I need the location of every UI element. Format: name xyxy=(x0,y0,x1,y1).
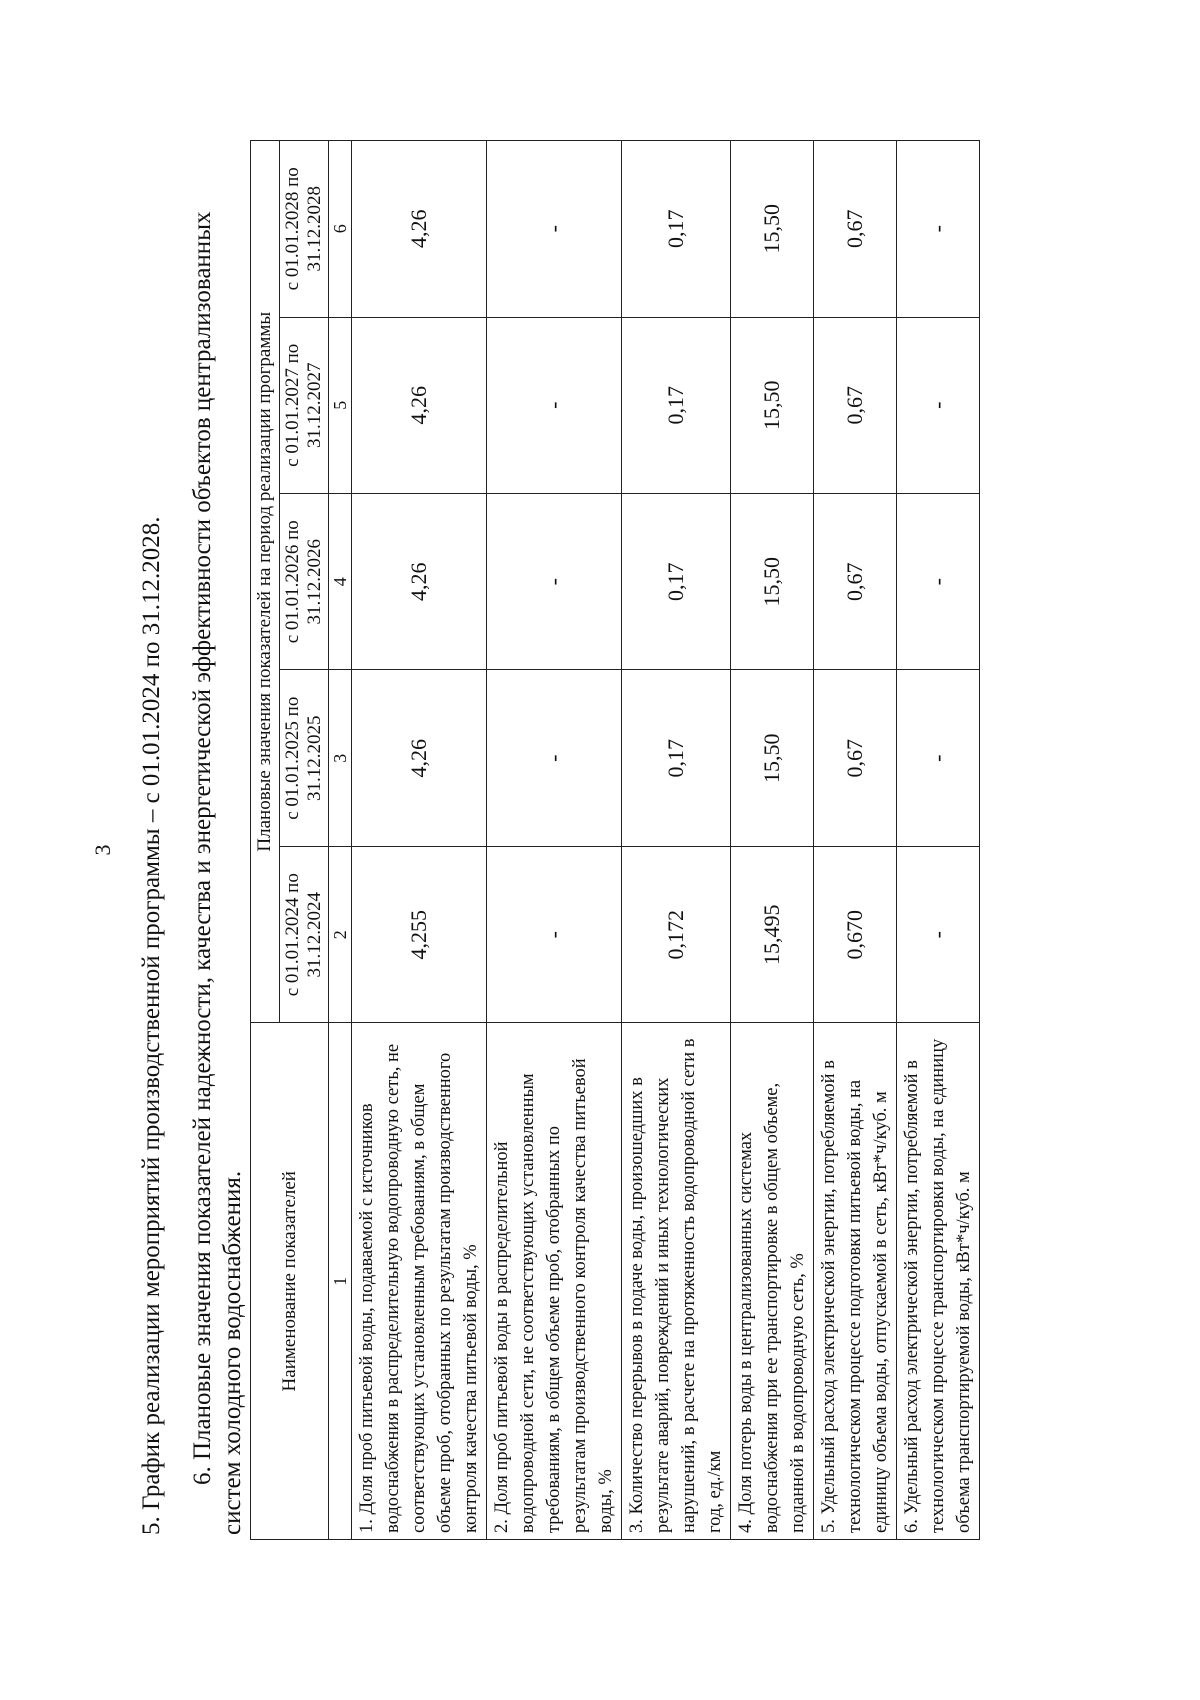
indicator-value: 4,26 xyxy=(352,317,487,493)
indicator-value: 0,67 xyxy=(814,317,897,493)
header-indicator-name: Наименование показателей xyxy=(251,1023,329,1540)
indicator-value: 0,172 xyxy=(622,846,731,1022)
header-period-2026: с 01.01.2026 по 31.12.2026 xyxy=(280,494,329,670)
column-number: 6 xyxy=(329,141,352,318)
header-period-2027: с 01.01.2027 по 31.12.2027 xyxy=(280,317,329,493)
indicator-name: 5. Удельный расход электрической энергии, потребляемой в технологическом процессе подготовки питьевой воды, на единицу объема воды, отпускаемой в сеть, кВт*ч/куб. м xyxy=(814,1023,897,1540)
indicator-name: 4. Доля потерь воды в централизованных системах водоснабжения при ее транспортировке в общем объеме, поданной в водопроводную сеть, % xyxy=(731,1023,814,1540)
column-number: 5 xyxy=(329,317,352,493)
indicator-name: 3. Количество перерывов в подаче воды, произошедших в результате аварий, повреждений и иных технологических нарушений, в расчете на протяженность водопроводной сети в год, ед./км xyxy=(622,1023,731,1540)
indicators-table-wrapper xyxy=(250,140,980,1540)
indicator-value: 4,26 xyxy=(352,670,487,846)
indicator-value: 15,50 xyxy=(731,494,814,670)
header-row-column-numbers xyxy=(329,141,352,1540)
section-5-heading: 5. График реализации мероприятий производственной программы – с 01.01.2024 по 31.12.2028. xyxy=(138,516,165,1535)
column-number: 4 xyxy=(329,494,352,670)
indicator-name: 6. Удельный расход электрической энергии, потребляемой в технологическом процессе транспортировки воды, на единицу объема транспортируемой воды, кВт*ч/куб. м xyxy=(897,1023,980,1540)
table-row xyxy=(622,141,731,1540)
indicator-name: 1. Доля проб питьевой воды, подаваемой с источников водоснабжения в распределительную водопроводную сеть, не соответствующих установленным требованиям, в общем объеме проб, отобранных по результатам производственного контроля качества питьевой воды, % xyxy=(352,1023,487,1540)
column-number: 2 xyxy=(329,846,352,1022)
table-row xyxy=(731,141,814,1540)
indicator-value: 0,17 xyxy=(622,317,731,493)
indicator-value: 0,67 xyxy=(814,141,897,318)
header-planned-values: Плановые значения показателей на период реализации программы xyxy=(251,141,280,1023)
table-row xyxy=(487,141,622,1540)
indicator-value: - xyxy=(487,141,622,318)
indicator-value: 15,495 xyxy=(731,846,814,1022)
indicator-value: 15,50 xyxy=(731,141,814,318)
table-row xyxy=(352,141,487,1540)
indicator-value: 0,67 xyxy=(814,494,897,670)
indicator-name: 2. Доля проб питьевой воды в распределительной водопроводной сети, не соответствующих установленным требованиям, в общем объеме проб, отобранных по результатам производственного контроля качества питьевой воды, % xyxy=(487,1023,622,1540)
indicator-value: 15,50 xyxy=(731,317,814,493)
indicator-value: - xyxy=(487,317,622,493)
indicator-value: 0,17 xyxy=(622,670,731,846)
table-row xyxy=(814,141,897,1540)
indicator-value: 4,255 xyxy=(352,846,487,1022)
section-6-heading-line2: систем холодного водоснабжения. xyxy=(219,1170,246,1535)
indicator-value: 0,670 xyxy=(814,846,897,1022)
indicator-value: - xyxy=(897,141,980,318)
column-number: 3 xyxy=(329,670,352,846)
indicator-value: - xyxy=(897,670,980,846)
header-period-2024: с 01.01.2024 по 31.12.2024 xyxy=(280,846,329,1022)
indicator-value: 0,17 xyxy=(622,494,731,670)
indicator-value: 15,50 xyxy=(731,670,814,846)
indicator-value: - xyxy=(487,670,622,846)
section-6-heading-line1: 6. Плановые значения показателей надежности, качества и энергетической эффективности объектов централизованных xyxy=(189,211,216,1485)
header-period-2028: с 01.01.2028 по 31.12.2028 xyxy=(280,141,329,318)
header-row-group xyxy=(251,141,280,1540)
indicator-value: - xyxy=(897,846,980,1022)
indicator-value: - xyxy=(487,494,622,670)
header-period-2025: с 01.01.2025 по 31.12.2025 xyxy=(280,670,329,846)
table-row xyxy=(897,141,980,1540)
indicator-value: - xyxy=(897,317,980,493)
indicator-value: 4,26 xyxy=(352,141,487,318)
section-6-heading xyxy=(188,155,248,1535)
indicator-value: 0,17 xyxy=(622,141,731,318)
page-number: 3 xyxy=(90,844,115,856)
indicator-value: 4,26 xyxy=(352,494,487,670)
indicator-value: 0,67 xyxy=(814,670,897,846)
indicator-value: - xyxy=(487,846,622,1022)
indicator-value: - xyxy=(897,494,980,670)
indicators-table xyxy=(250,140,980,1540)
column-number: 1 xyxy=(329,1023,352,1540)
